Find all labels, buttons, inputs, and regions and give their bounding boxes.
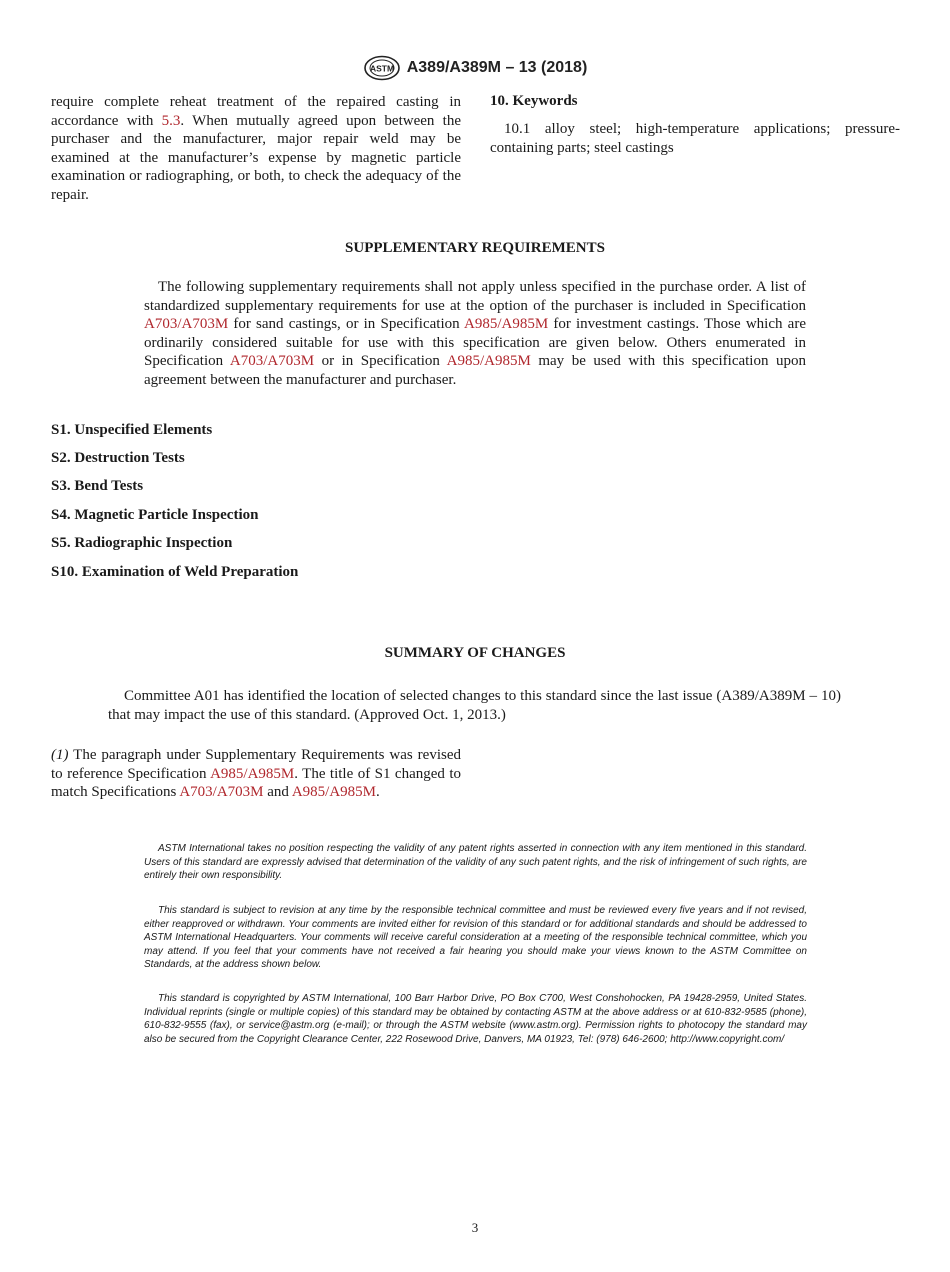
change-text-a: The paragraph under Supplementary Requirements was revised to reference Specification xyxy=(51,747,461,782)
copyright-notice: This standard is copyrighted by ASTM International, 100 Barr Harbor Drive, PO Box C700, West Conshohocken, PA 19428-2959, United States. Individual reprints (single or multiple copies) of this standard may be obtained by contacting ASTM at the above address or at 610-832-9585 (phone), 610-832-9555 (fax), or service@astm.org (e-mail); or through the ASTM website (www.astm.org). Permission rights to photocopy the standard may also be secured from the Copyright Clearance Center, 222 Rosewood Drive, Danvers, MA 01923, Tel: (978) 646-2600; http://www.copyright.com/ xyxy=(144,993,807,1045)
page-header xyxy=(0,56,950,80)
change-number: (1) xyxy=(51,747,69,763)
change-link-a985-2[interactable]: A985/A985M xyxy=(291,784,376,801)
change-link-a985[interactable]: A985/A985M xyxy=(210,765,295,782)
supp-item-s4: S4. Magnetic Particle Inspection xyxy=(51,507,259,523)
spec-link-a703[interactable]: A703/A703M xyxy=(144,316,229,333)
supp-item-s1: S1. Unspecified Elements xyxy=(51,422,213,438)
change-link-a703[interactable]: A703/A703M xyxy=(179,784,264,801)
supp-item-s2: S2. Destruction Tests xyxy=(51,450,185,466)
document-designation: A389/A389M – 13 (2018) xyxy=(406,59,588,76)
page-number: 3 xyxy=(471,1220,479,1235)
supp-item-s5: S5. Radiographic Inspection xyxy=(51,535,233,551)
supp-intro-text-3: for investment castings. Those which are ordinarily considered suitable for use with this specification are given below. Others enumerated in Specification xyxy=(144,316,806,370)
section-link-5-3[interactable]: 5.3 xyxy=(161,112,181,129)
supp-item-s3: S3. Bend Tests xyxy=(51,478,144,494)
change-text-d: . xyxy=(376,784,380,801)
revision-notice: This standard is subject to revision at any time by the responsible technical committee and must be reviewed every five years and if not revised, either reapproved or withdrawn. Your comments are invited either for revision of this standard or for additional standards and should be addressed to ASTM International Headquarters. Your comments will receive careful consideration at a meeting of the responsible technical committee, which you may attend. If you feel that your comments have not received a fair hearing you should make your views known to the ASTM Committee on Standards, at the address shown below. xyxy=(144,905,807,971)
summary-heading: SUMMARY OF CHANGES xyxy=(384,645,566,661)
supp-intro-text-1: The following supplementary requirements shall not apply unless specified in the purchase order. A list of standardized supplementary requirements for use at the option of the purchaser is included in Specification xyxy=(144,279,806,314)
summary-intro: Committee A01 has identified the location of selected changes to this standard since the last issue (A389/A389M – 10) that may impact the use of this standard. (Approved Oct. 1, 2013.) xyxy=(108,688,841,723)
supp-intro-text-2: for sand castings, or in Specification xyxy=(228,316,464,333)
change-text-c: and xyxy=(263,784,292,801)
repair-text-b: . When mutually agreed upon between the purchaser and the manufacturer, major repair weld may be examined at the manufacturer’s expense by magnetic particle examination or radiographing, or both, to check the adequacy of the repair. xyxy=(51,112,461,203)
supp-intro-text-5: may be used with this specification upon agreement between the manufacturer and purchaser. xyxy=(144,353,807,388)
supp-intro-text-4: or in Specification xyxy=(314,353,447,370)
svg-text:ASTM: ASTM xyxy=(369,63,394,74)
spec-link-a985[interactable]: A985/A985M xyxy=(463,316,549,333)
supplementary-heading: SUPPLEMENTARY REQUIREMENTS xyxy=(345,240,605,256)
repair-paragraph xyxy=(51,93,461,205)
change-text-b: . The title of S1 changed to match Specifications xyxy=(51,765,461,801)
patent-notice: ASTM International takes no position respecting the validity of any patent rights asserted in connection with any item mentioned in this standard. Users of this standard are expressly advised that determination of the validity of any such patent rights, and the risk of infringement of such rights, are entirely their own responsibility. xyxy=(144,843,807,882)
spec-link-a985-2[interactable]: A985/A985M xyxy=(446,353,531,370)
repair-text-a: require complete reheat treatment of the repaired casting in accordance with xyxy=(51,94,461,129)
supplementary-intro xyxy=(144,278,806,390)
astm-logo-icon xyxy=(363,55,401,81)
supp-item-s10: S10. Examination of Weld Preparation xyxy=(51,564,299,580)
change-item-1 xyxy=(51,746,461,802)
spec-link-a703-2[interactable]: A703/A703M xyxy=(229,353,315,370)
keywords-text: 10.1 alloy steel; high-temperature applications; pressure-containing parts; steel castings xyxy=(490,121,900,156)
keywords-heading: 10. Keywords xyxy=(490,93,578,109)
